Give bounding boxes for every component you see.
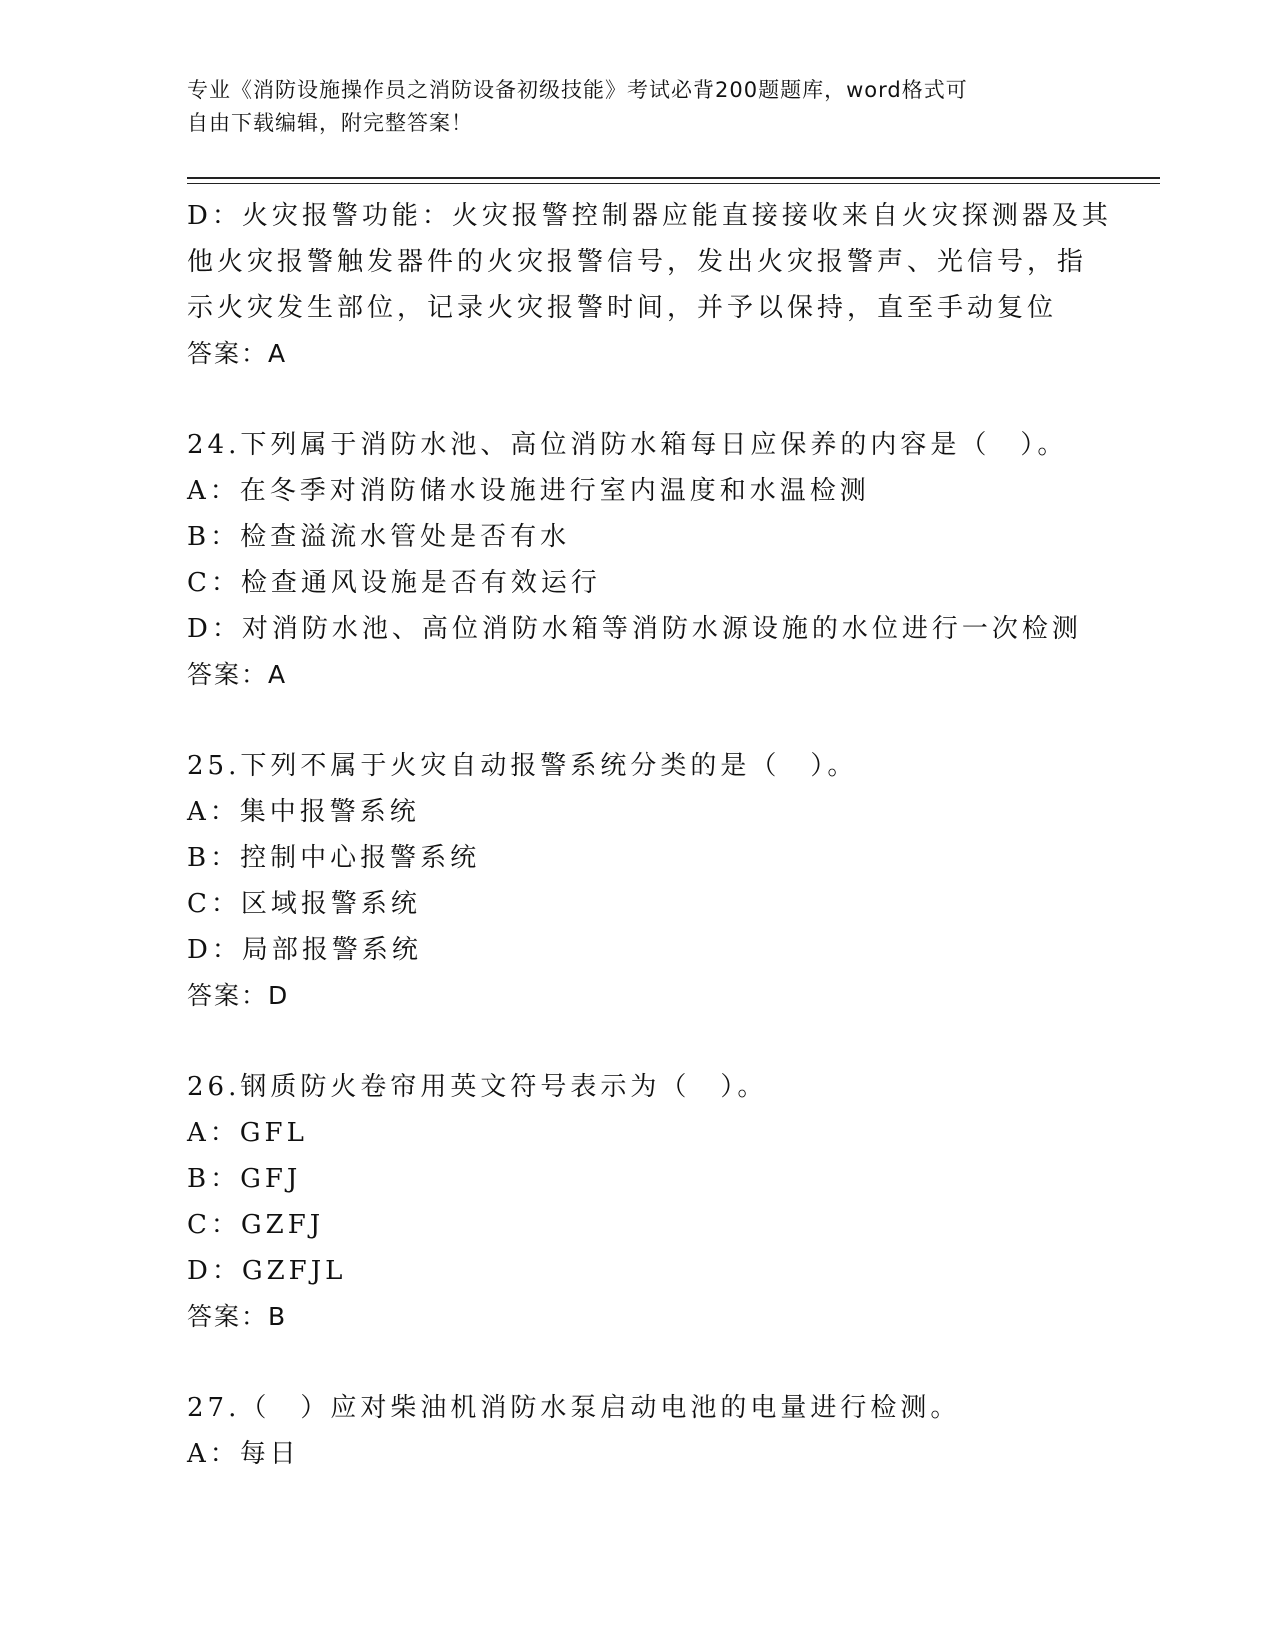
option-a: A：GFL — [187, 1118, 308, 1148]
option-b: B：控制中心报警系统 — [187, 843, 481, 873]
option-d-line: 他火灾报警触发器件的火灾报警信号，发出火灾报警声、光信号，指 — [187, 247, 1088, 277]
header-rule-thin — [187, 183, 1160, 184]
question-25 — [187, 743, 1087, 1019]
option-c: C：检查通风设施是否有效运行 — [187, 568, 601, 598]
question-27 — [187, 1385, 1087, 1477]
option-d: D：GZFJL — [187, 1256, 347, 1286]
question-stem: 27.（ ）应对柴油机消防水泵启动电池的电量进行检测。 — [187, 1393, 961, 1423]
option-c: C：GZFJ — [187, 1210, 325, 1240]
header-title-line-1: 专业《消防设施操作员之消防设备初级技能》考试必背200题题库，word格式可 — [187, 78, 968, 102]
option-a: A：每日 — [187, 1439, 300, 1469]
option-d-line: 示火灾发生部位，记录火灾报警时间，并予以保持，直至手动复位 — [187, 293, 1058, 323]
answer-line: 答案：B — [187, 1302, 288, 1331]
document-header — [187, 74, 1087, 140]
answer-line: 答案：A — [187, 660, 288, 689]
option-b: B：检查溢流水管处是否有水 — [187, 522, 571, 552]
question-stem: 24.下列属于消防水池、高位消防水箱每日应保养的内容是（ ）。 — [187, 430, 1068, 460]
answer-line: 答案：D — [187, 981, 290, 1010]
header-rule-thick — [187, 177, 1160, 179]
question-26 — [187, 1064, 1087, 1340]
prev-question-tail — [187, 193, 1112, 377]
option-a: A：在冬季对消防储水设施进行室内温度和水温检测 — [187, 476, 870, 506]
answer-line: 答案：A — [187, 339, 288, 368]
option-d-line: D：火灾报警功能：火灾报警控制器应能直接接收来自火灾探测器及其 — [187, 201, 1112, 231]
option-d: D：局部报警系统 — [187, 935, 422, 965]
question-content — [187, 193, 1112, 1477]
question-stem: 26.钢质防火卷帘用英文符号表示为（ ）。 — [187, 1072, 768, 1102]
option-b: B：GFJ — [187, 1164, 302, 1194]
question-stem: 25.下列不属于火灾自动报警系统分类的是（ ）。 — [187, 751, 858, 781]
question-24 — [187, 422, 1087, 698]
option-c: C：区域报警系统 — [187, 889, 421, 919]
header-title-line-2: 自由下载编辑，附完整答案！ — [187, 111, 473, 135]
option-a: A：集中报警系统 — [187, 797, 420, 827]
option-d: D：对消防水池、高位消防水箱等消防水源设施的水位进行一次检测 — [187, 614, 1082, 644]
